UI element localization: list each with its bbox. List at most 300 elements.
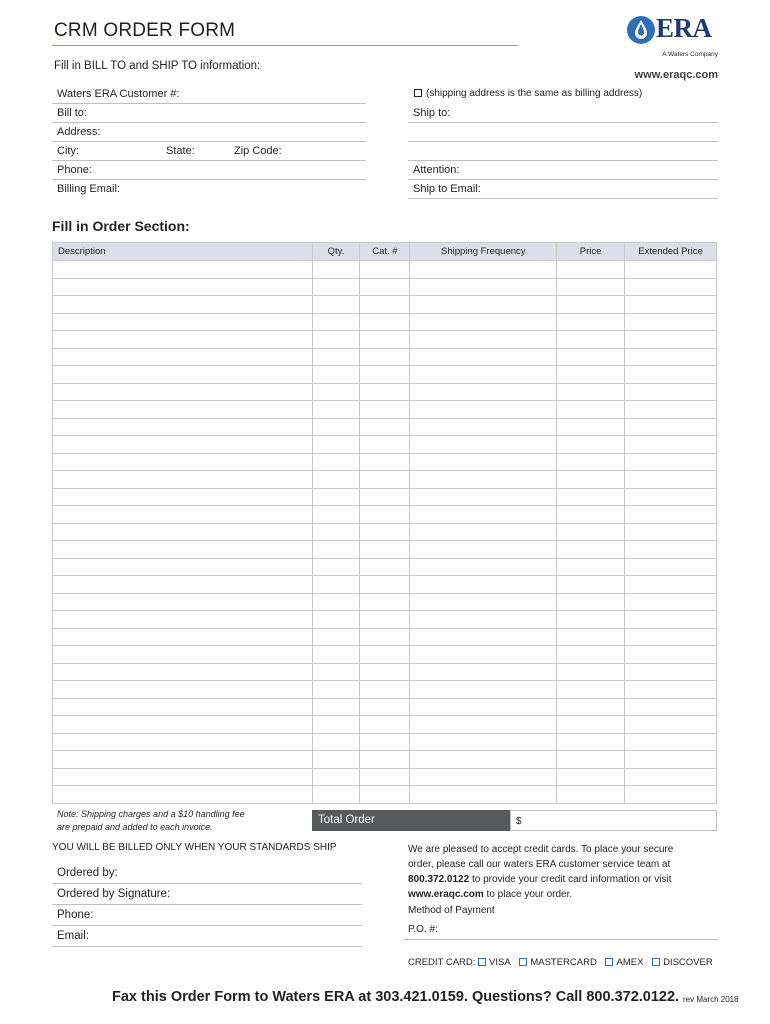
visa-checkbox[interactable] [478, 958, 486, 966]
cell-cat-number[interactable] [360, 261, 410, 279]
cell-qty[interactable] [312, 663, 360, 681]
col-cat-number: Cat. # [360, 243, 410, 261]
cell-price[interactable] [557, 418, 625, 436]
table-row [53, 628, 717, 646]
cell-extended-price[interactable] [625, 558, 717, 576]
city-state-zip-field[interactable] [52, 142, 366, 161]
cell-qty[interactable] [312, 296, 360, 314]
website-link[interactable]: www.eraqc.com [634, 69, 718, 81]
cell-qty[interactable] [312, 436, 360, 454]
cell-description[interactable] [53, 681, 313, 699]
fax-instructions: Fax this Order Form to Waters ERA at 303.421.0159. Questions? Call 800.372.0122. [112, 989, 680, 1005]
cell-price[interactable] [557, 698, 625, 716]
cell-extended-price[interactable] [625, 418, 717, 436]
ship-to-field[interactable] [408, 104, 718, 123]
cell-qty[interactable] [312, 593, 360, 611]
cell-cat-number[interactable] [360, 436, 410, 454]
attention-field[interactable] [408, 161, 718, 180]
cell-extended-price[interactable] [625, 296, 717, 314]
cell-extended-price[interactable] [625, 471, 717, 489]
cell-price[interactable] [557, 716, 625, 734]
table-row [53, 663, 717, 681]
cell-price[interactable] [557, 383, 625, 401]
customer-number-field[interactable] [52, 85, 366, 104]
cell-price[interactable] [557, 681, 625, 699]
shipping-note-line-2: are prepaid and added to each invoice. [57, 822, 213, 832]
discover-label: DISCOVER [663, 957, 713, 968]
cell-qty[interactable] [312, 401, 360, 419]
po-number-field[interactable] [403, 921, 718, 940]
credit-card-label: CREDIT CARD: [408, 957, 476, 968]
cell-cat-number[interactable] [360, 331, 410, 349]
ordered-by-label: Ordered by: [57, 867, 118, 879]
cell-extended-price[interactable] [625, 488, 717, 506]
cell-description[interactable] [53, 348, 313, 366]
cell-price[interactable] [557, 401, 625, 419]
cell-price[interactable] [557, 593, 625, 611]
table-row [53, 751, 717, 769]
cell-qty[interactable] [312, 488, 360, 506]
cell-description[interactable] [53, 471, 313, 489]
phone-field[interactable] [52, 161, 366, 180]
cell-qty[interactable] [312, 576, 360, 594]
cell-price[interactable] [557, 646, 625, 664]
cell-description[interactable] [53, 751, 313, 769]
cell-qty[interactable] [312, 698, 360, 716]
cell-shipping-frequency[interactable] [410, 471, 557, 489]
cell-qty[interactable] [312, 646, 360, 664]
cell-extended-price[interactable] [625, 786, 717, 804]
cell-cat-number[interactable] [360, 733, 410, 751]
cell-qty[interactable] [312, 313, 360, 331]
cell-shipping-frequency[interactable] [410, 261, 557, 279]
cell-description[interactable] [53, 488, 313, 506]
cc-text-2: order, please call our waters ERA customer service team at [408, 859, 671, 870]
cell-qty[interactable] [312, 751, 360, 769]
col-shipping-frequency: Shipping Frequency [410, 243, 557, 261]
table-row [53, 576, 717, 594]
same-address-checkbox[interactable] [414, 89, 422, 97]
shipping-note [57, 808, 245, 834]
state-label: State: [166, 145, 195, 157]
ship-address-line-2[interactable] [408, 142, 718, 161]
cell-shipping-frequency[interactable] [410, 628, 557, 646]
cell-extended-price[interactable] [625, 331, 717, 349]
cell-extended-price[interactable] [625, 611, 717, 629]
ship-address-line-1[interactable] [408, 123, 718, 142]
table-row [53, 313, 717, 331]
order-phone-field[interactable] [52, 905, 362, 926]
cell-description[interactable] [53, 786, 313, 804]
cell-extended-price[interactable] [625, 663, 717, 681]
cell-extended-price[interactable] [625, 436, 717, 454]
cell-extended-price[interactable] [625, 593, 717, 611]
cell-qty[interactable] [312, 278, 360, 296]
table-row [53, 453, 717, 471]
shipping-note-line-1: Note: Shipping charges and a $10 handling fee [57, 809, 245, 819]
cell-qty[interactable] [312, 768, 360, 786]
cell-cat-number[interactable] [360, 751, 410, 769]
cell-description[interactable] [53, 733, 313, 751]
cell-cat-number[interactable] [360, 383, 410, 401]
cell-extended-price[interactable] [625, 646, 717, 664]
cell-cat-number[interactable] [360, 681, 410, 699]
cell-description[interactable] [53, 628, 313, 646]
order-table [52, 242, 717, 804]
attention-label: Attention: [413, 164, 460, 176]
col-description: Description [53, 243, 313, 261]
ordered-by-field[interactable] [52, 863, 362, 884]
cell-extended-price[interactable] [625, 348, 717, 366]
cell-description[interactable] [53, 646, 313, 664]
cell-description[interactable] [53, 366, 313, 384]
cell-qty[interactable] [312, 331, 360, 349]
table-row [53, 541, 717, 559]
cell-qty[interactable] [312, 348, 360, 366]
cell-description[interactable] [53, 663, 313, 681]
cc-phone: 800.372.0122 [408, 874, 470, 885]
col-extended-price: Extended Price [625, 243, 717, 261]
cell-extended-price[interactable] [625, 681, 717, 699]
cell-price[interactable] [557, 751, 625, 769]
cell-qty[interactable] [312, 453, 360, 471]
table-row [53, 506, 717, 524]
phone-label: Phone: [57, 164, 92, 176]
cell-shipping-frequency[interactable] [410, 383, 557, 401]
cell-shipping-frequency[interactable] [410, 733, 557, 751]
table-row [53, 366, 717, 384]
cell-price[interactable] [557, 366, 625, 384]
cell-extended-price[interactable] [625, 628, 717, 646]
cell-description[interactable] [53, 611, 313, 629]
cell-shipping-frequency[interactable] [410, 663, 557, 681]
cell-shipping-frequency[interactable] [410, 348, 557, 366]
logo-wordmark: ERA [656, 13, 712, 43]
cell-qty[interactable] [312, 471, 360, 489]
era-logo [626, 15, 718, 63]
order-phone-label: Phone: [57, 909, 94, 921]
cell-extended-price[interactable] [625, 698, 717, 716]
cell-cat-number[interactable] [360, 278, 410, 296]
method-of-payment-label: Method of Payment [408, 905, 495, 916]
cell-extended-price[interactable] [625, 768, 717, 786]
cell-shipping-frequency[interactable] [410, 331, 557, 349]
table-row [53, 716, 717, 734]
total-order-label: Total Order [312, 810, 510, 831]
billing-email-label: Billing Email: [57, 183, 120, 195]
cell-qty[interactable] [312, 261, 360, 279]
zip-code-label: Zip Code: [234, 145, 282, 157]
cell-description[interactable] [53, 698, 313, 716]
cell-cat-number[interactable] [360, 401, 410, 419]
cell-cat-number[interactable] [360, 488, 410, 506]
cell-extended-price[interactable] [625, 576, 717, 594]
order-email-label: Email: [57, 930, 89, 942]
cell-price[interactable] [557, 523, 625, 541]
cell-description[interactable] [53, 436, 313, 454]
cell-description[interactable] [53, 558, 313, 576]
cell-price[interactable] [557, 611, 625, 629]
cell-price[interactable] [557, 488, 625, 506]
po-number-label: P.O. #: [408, 924, 438, 935]
cell-cat-number[interactable] [360, 506, 410, 524]
cell-extended-price[interactable] [625, 366, 717, 384]
ship-email-field[interactable] [408, 180, 718, 199]
card-option-visa[interactable] [478, 957, 511, 968]
order-table-header [53, 243, 717, 261]
card-option-amex[interactable] [605, 957, 643, 968]
table-row [53, 611, 717, 629]
table-row [53, 786, 717, 804]
cell-cat-number[interactable] [360, 296, 410, 314]
table-row [53, 436, 717, 454]
title-divider [52, 45, 518, 46]
same-address-label: (shipping address is the same as billing address) [426, 88, 643, 99]
cell-shipping-frequency[interactable] [410, 558, 557, 576]
table-row [53, 558, 717, 576]
cell-description[interactable] [53, 296, 313, 314]
card-option-discover[interactable] [652, 957, 713, 968]
same-address-row [408, 85, 718, 104]
cell-shipping-frequency[interactable] [410, 506, 557, 524]
cell-price[interactable] [557, 786, 625, 804]
cell-description[interactable] [53, 261, 313, 279]
amex-checkbox[interactable] [605, 958, 613, 966]
table-row [53, 471, 717, 489]
cc-website-link[interactable]: www.eraqc.com [408, 889, 484, 900]
cell-extended-price[interactable] [625, 523, 717, 541]
cell-price[interactable] [557, 733, 625, 751]
cell-cat-number[interactable] [360, 576, 410, 594]
billing-email-field[interactable] [52, 180, 366, 199]
billing-notice: YOU WILL BE BILLED ONLY WHEN YOUR STANDARDS SHIP [52, 842, 337, 853]
cell-price[interactable] [557, 261, 625, 279]
customer-number-label: Waters ERA Customer #: [57, 88, 180, 100]
cell-extended-price[interactable] [625, 541, 717, 559]
visa-label: VISA [489, 957, 511, 968]
cell-extended-price[interactable] [625, 278, 717, 296]
table-row [53, 418, 717, 436]
total-order-field[interactable] [510, 810, 717, 831]
currency-symbol: $ [516, 816, 522, 827]
form-instructions: Fill in BILL TO and SHIP TO information: [54, 60, 261, 72]
address-field[interactable] [52, 123, 366, 142]
cell-description[interactable] [53, 401, 313, 419]
cell-qty[interactable] [312, 733, 360, 751]
cell-shipping-frequency[interactable] [410, 576, 557, 594]
cell-shipping-frequency[interactable] [410, 716, 557, 734]
cell-cat-number[interactable] [360, 366, 410, 384]
cell-extended-price[interactable] [625, 751, 717, 769]
cell-shipping-frequency[interactable] [410, 488, 557, 506]
cell-shipping-frequency[interactable] [410, 751, 557, 769]
cell-price[interactable] [557, 453, 625, 471]
table-row [53, 768, 717, 786]
cell-shipping-frequency[interactable] [410, 278, 557, 296]
cell-price[interactable] [557, 541, 625, 559]
cell-cat-number[interactable] [360, 663, 410, 681]
table-row [53, 383, 717, 401]
cell-qty[interactable] [312, 523, 360, 541]
cell-price[interactable] [557, 278, 625, 296]
table-row [53, 733, 717, 751]
cell-price[interactable] [557, 628, 625, 646]
cell-qty[interactable] [312, 611, 360, 629]
cell-cat-number[interactable] [360, 418, 410, 436]
table-row [53, 348, 717, 366]
col-qty: Qty. [312, 243, 360, 261]
table-row [53, 698, 717, 716]
cell-price[interactable] [557, 348, 625, 366]
cell-price[interactable] [557, 436, 625, 454]
amex-label: AMEX [616, 957, 644, 968]
cc-text-1: We are pleased to accept credit cards. To place your secure [408, 844, 674, 855]
cell-shipping-frequency[interactable] [410, 418, 557, 436]
mastercard-checkbox[interactable] [519, 958, 527, 966]
cell-extended-price[interactable] [625, 401, 717, 419]
cell-extended-price[interactable] [625, 506, 717, 524]
ship-email-label: Ship to Email: [413, 183, 481, 195]
cell-cat-number[interactable] [360, 453, 410, 471]
cell-cat-number[interactable] [360, 523, 410, 541]
cell-cat-number[interactable] [360, 716, 410, 734]
cell-description[interactable] [53, 418, 313, 436]
cell-description[interactable] [53, 716, 313, 734]
cell-extended-price[interactable] [625, 383, 717, 401]
cell-cat-number[interactable] [360, 768, 410, 786]
table-row [53, 278, 717, 296]
city-label: City: [57, 145, 79, 157]
cell-cat-number[interactable] [360, 541, 410, 559]
col-price: Price [557, 243, 625, 261]
cell-shipping-frequency[interactable] [410, 786, 557, 804]
cell-shipping-frequency[interactable] [410, 366, 557, 384]
cell-description[interactable] [53, 453, 313, 471]
cell-shipping-frequency[interactable] [410, 296, 557, 314]
cell-shipping-frequency[interactable] [410, 313, 557, 331]
cell-shipping-frequency[interactable] [410, 523, 557, 541]
table-row [53, 331, 717, 349]
signature-field[interactable] [52, 884, 362, 905]
cell-price[interactable] [557, 506, 625, 524]
cell-description[interactable] [53, 768, 313, 786]
water-drop-logo-icon [626, 15, 656, 45]
credit-card-options [408, 957, 719, 968]
cell-price[interactable] [557, 471, 625, 489]
cell-qty[interactable] [312, 366, 360, 384]
bill-to-label: Bill to: [57, 107, 87, 119]
cell-cat-number[interactable] [360, 611, 410, 629]
cell-price[interactable] [557, 313, 625, 331]
cell-qty[interactable] [312, 541, 360, 559]
cc-text-4: to place your order. [483, 889, 573, 900]
cell-shipping-frequency[interactable] [410, 541, 557, 559]
revision-date: rev March 2018 [683, 995, 739, 1004]
cell-qty[interactable] [312, 628, 360, 646]
cell-price[interactable] [557, 296, 625, 314]
cell-shipping-frequency[interactable] [410, 611, 557, 629]
cell-qty[interactable] [312, 681, 360, 699]
cell-shipping-frequency[interactable] [410, 453, 557, 471]
signature-label: Ordered by Signature: [57, 888, 171, 900]
cell-description[interactable] [53, 313, 313, 331]
cell-description[interactable] [53, 523, 313, 541]
cell-cat-number[interactable] [360, 313, 410, 331]
table-row [53, 296, 717, 314]
table-row [53, 488, 717, 506]
cell-cat-number[interactable] [360, 646, 410, 664]
cell-qty[interactable] [312, 558, 360, 576]
table-row [53, 261, 717, 279]
cell-qty[interactable] [312, 786, 360, 804]
cell-qty[interactable] [312, 383, 360, 401]
cell-description[interactable] [53, 278, 313, 296]
cell-extended-price[interactable] [625, 313, 717, 331]
cell-qty[interactable] [312, 716, 360, 734]
page-title: CRM ORDER FORM [54, 20, 236, 41]
cell-shipping-frequency[interactable] [410, 593, 557, 611]
address-label: Address: [57, 126, 101, 138]
table-row [53, 593, 717, 611]
cell-cat-number[interactable] [360, 698, 410, 716]
mastercard-label: MASTERCARD [530, 957, 597, 968]
cell-description[interactable] [53, 506, 313, 524]
cell-description[interactable] [53, 541, 313, 559]
cell-cat-number[interactable] [360, 593, 410, 611]
table-row [53, 523, 717, 541]
cell-qty[interactable] [312, 418, 360, 436]
order-section-title: Fill in Order Section: [52, 218, 190, 234]
table-row [53, 646, 717, 664]
cell-cat-number[interactable] [360, 558, 410, 576]
cell-shipping-frequency[interactable] [410, 646, 557, 664]
cell-description[interactable] [53, 576, 313, 594]
cell-shipping-frequency[interactable] [410, 436, 557, 454]
cell-cat-number[interactable] [360, 628, 410, 646]
cc-text-3: to provide your credit card information or visit [469, 874, 672, 885]
cell-description[interactable] [53, 593, 313, 611]
cell-extended-price[interactable] [625, 453, 717, 471]
cell-shipping-frequency[interactable] [410, 768, 557, 786]
cell-price[interactable] [557, 576, 625, 594]
cell-description[interactable] [53, 383, 313, 401]
cell-shipping-frequency[interactable] [410, 401, 557, 419]
cell-cat-number[interactable] [360, 786, 410, 804]
cell-cat-number[interactable] [360, 471, 410, 489]
cell-extended-price[interactable] [625, 733, 717, 751]
discover-checkbox[interactable] [652, 958, 660, 966]
logo-tagline: A Waters Company [662, 51, 718, 58]
cell-price[interactable] [557, 331, 625, 349]
cell-extended-price[interactable] [625, 261, 717, 279]
table-row [53, 401, 717, 419]
cell-price[interactable] [557, 558, 625, 576]
card-option-mastercard[interactable] [519, 957, 597, 968]
bill-to-field[interactable] [52, 104, 366, 123]
cell-description[interactable] [53, 331, 313, 349]
cell-extended-price[interactable] [625, 716, 717, 734]
cell-cat-number[interactable] [360, 348, 410, 366]
cell-price[interactable] [557, 663, 625, 681]
cell-shipping-frequency[interactable] [410, 681, 557, 699]
table-row [53, 681, 717, 699]
credit-card-instructions [408, 842, 718, 902]
cell-price[interactable] [557, 768, 625, 786]
ship-to-label: Ship to: [413, 107, 451, 119]
cell-shipping-frequency[interactable] [410, 698, 557, 716]
cell-qty[interactable] [312, 506, 360, 524]
order-email-field[interactable] [52, 926, 362, 947]
